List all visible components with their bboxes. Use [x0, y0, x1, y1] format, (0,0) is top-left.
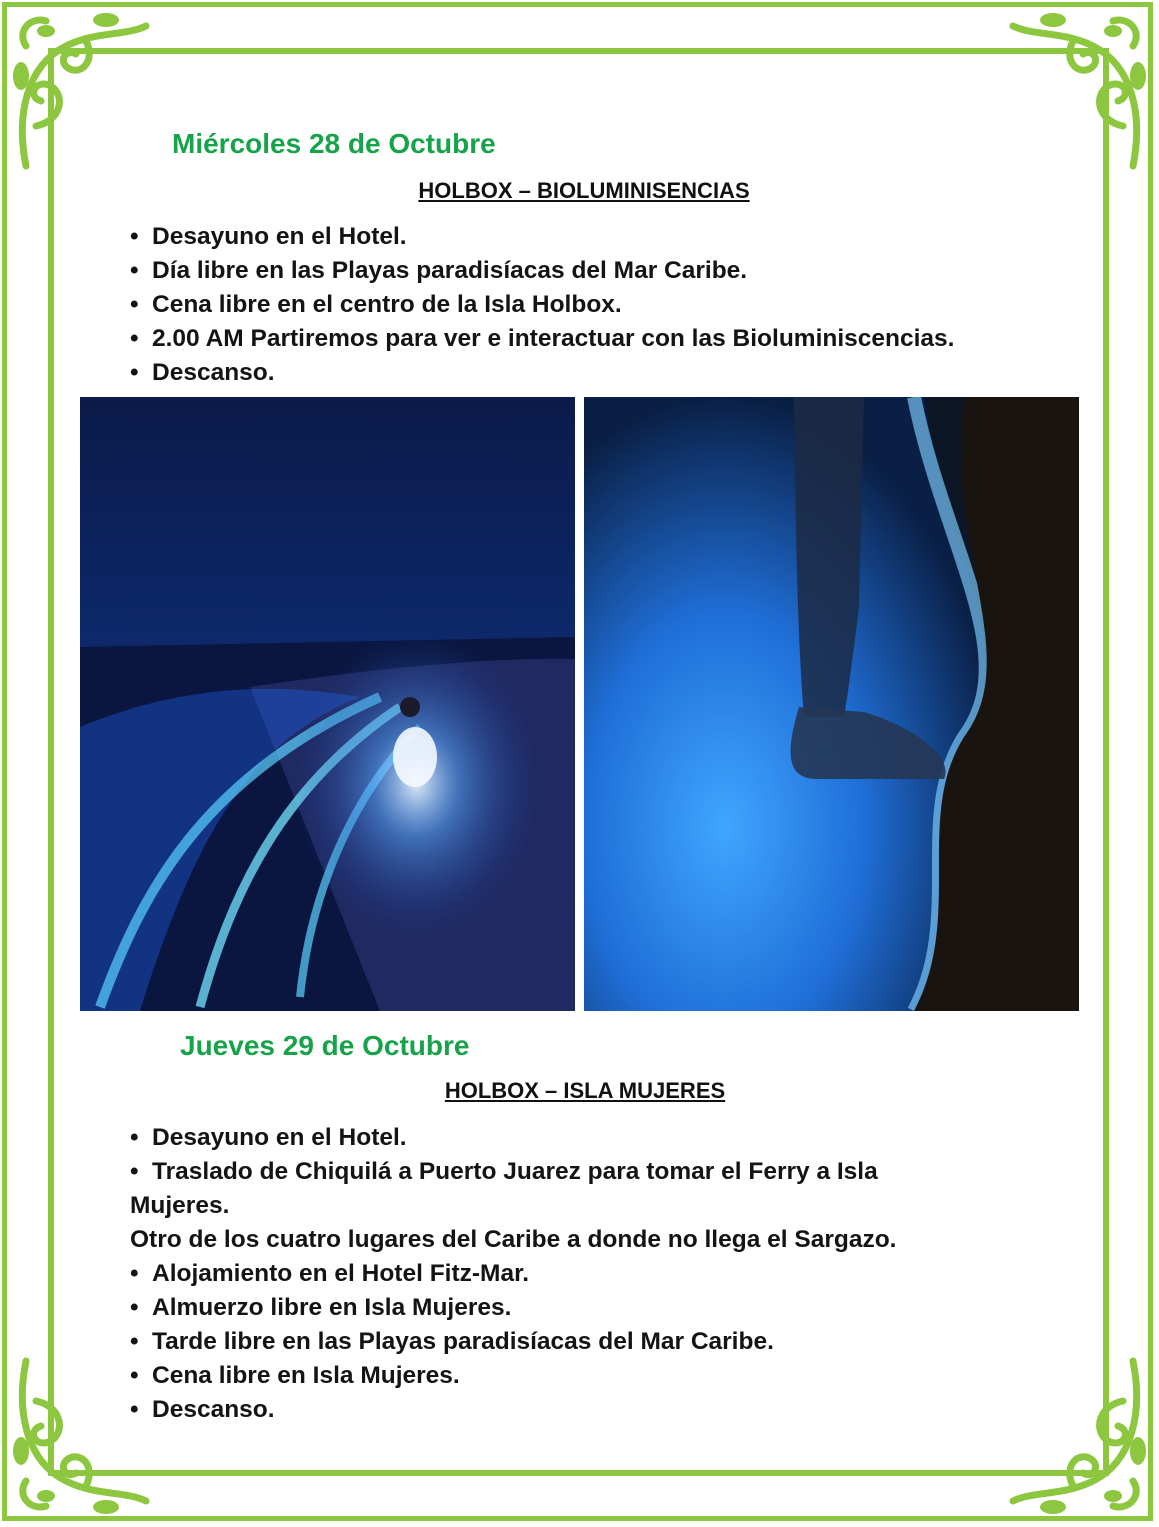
bioluminescent-beach-photo — [80, 397, 575, 1011]
day2-title: Jueves 29 de Octubre — [180, 1030, 470, 1061]
list-item: • Tarde libre en las Playas paradisíacas del Mar Caribe. — [130, 1328, 774, 1355]
day1-title: Miércoles 28 de Octubre — [172, 128, 496, 159]
note-line: Otro de los cuatro lugares del Caribe a donde no llega el Sargazo. — [130, 1226, 897, 1253]
list-item: • Traslado de Chiquilá a Puerto Juarez para tomar el Ferry a Isla — [130, 1158, 878, 1185]
day1-heading: HOLBOX – BIOLUMINISENCIAS — [418, 178, 750, 203]
bioluminescent-water-photo — [584, 397, 1079, 1011]
list-item: • 2.00 AM Partiremos para ver e interactuar con las Bioluminiscencias. — [130, 325, 955, 352]
list-item: • Cena libre en Isla Mujeres. — [130, 1362, 460, 1389]
day2-activity-list — [130, 1121, 897, 1427]
corner-ornament-icon — [1003, 6, 1153, 186]
list-item: • Alojamiento en el Hotel Fitz-Mar. — [130, 1260, 530, 1287]
list-item: • Día libre en las Playas paradisíacas del Mar Caribe. — [130, 257, 748, 284]
list-item: • Cena libre en el centro de la Isla Holbox. — [130, 291, 622, 318]
list-item: • Descanso. — [130, 359, 275, 386]
list-item: • Almuerzo libre en Isla Mujeres. — [130, 1294, 512, 1321]
day2-heading: HOLBOX – ISLA MUJERES — [444, 1078, 726, 1103]
list-item: • Desayuno en el Hotel. — [130, 1124, 407, 1151]
corner-ornament-icon — [1003, 1341, 1153, 1521]
list-item-continuation: Mujeres. — [130, 1192, 230, 1219]
list-item: • Descanso. — [130, 1396, 275, 1423]
list-item: • Desayuno en el Hotel. — [130, 223, 407, 250]
corner-ornament-icon — [6, 6, 156, 186]
day1-activity-list — [130, 220, 954, 390]
